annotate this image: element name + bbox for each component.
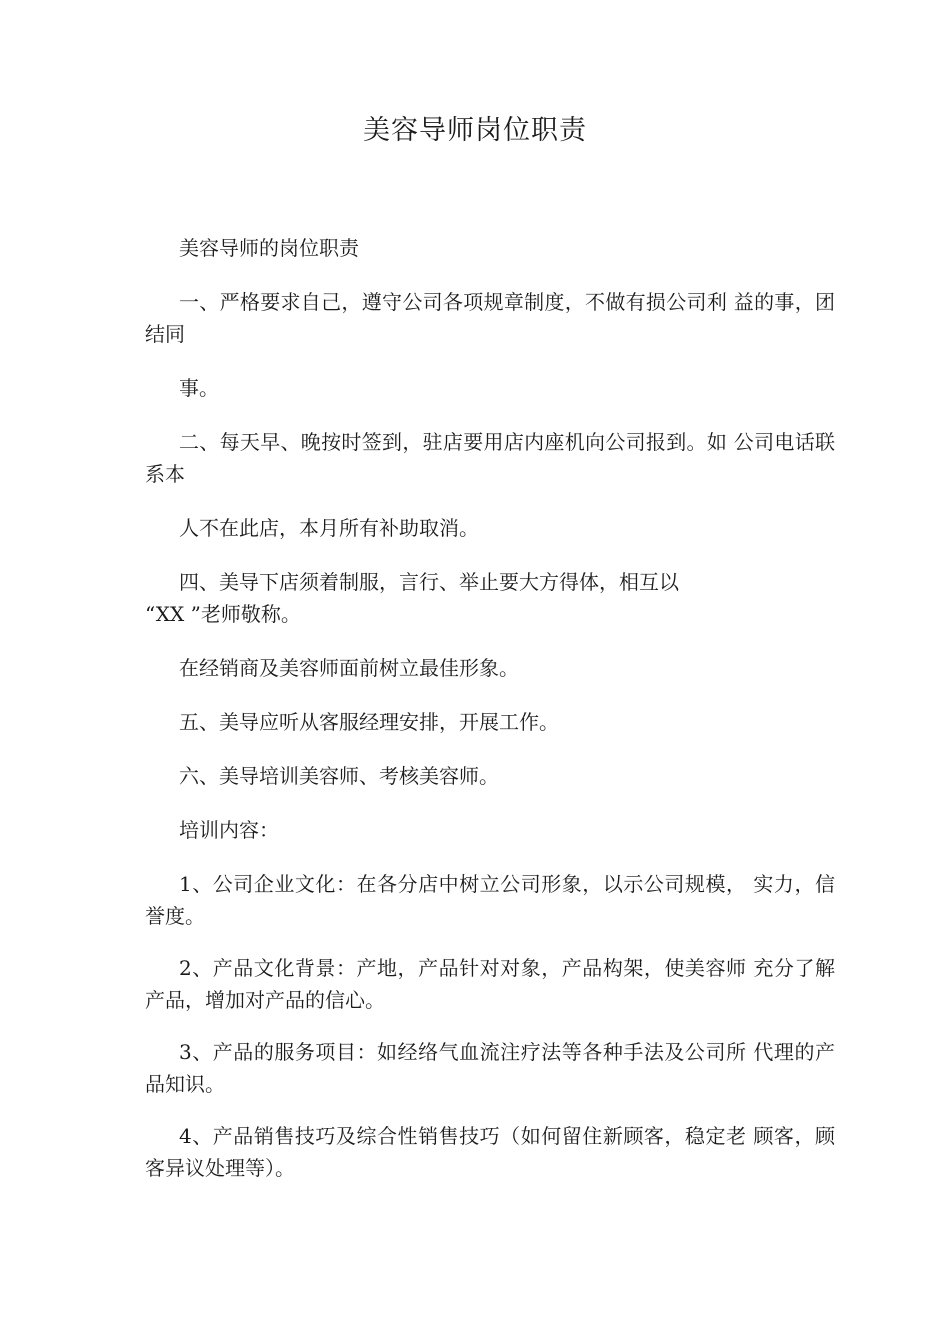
- paragraph-item-6: 六、美导培训美容师、考核美容师。: [179, 764, 499, 788]
- paragraph-item-4: 四、美导下店须着制服，言行、举止要大方得体，相互以: [179, 570, 679, 594]
- paragraph-training-1: 1、公司企业文化：在各分店中树立公司形象，以示公司规模， 实力，信誉度。: [145, 872, 835, 928]
- paragraph-item-5: 五、美导应听从客服经理安排，开展工作。: [179, 710, 559, 734]
- paragraph-item-4-cont: 在经销商及美容师面前树立最佳形象。: [179, 656, 519, 680]
- paragraph-training-heading: 培训内容：: [179, 818, 279, 842]
- paragraph-training-4: 4、产品销售技巧及综合性销售技巧（如何留住新顾客，稳定老 顾客，顾客异议处理等）。: [145, 1124, 835, 1180]
- document-title: 美容导师岗位职责: [363, 115, 587, 146]
- document-body: [145, 232, 835, 1184]
- paragraph-item-2: 二、每天早、晚按时签到，驻店要用店内座机向公司报到。如 公司电话联系本: [145, 430, 835, 486]
- paragraph-item-1: 一、严格要求自己，遵守公司各项规章制度，不做有损公司利 益的事，团结同: [145, 290, 835, 346]
- paragraph-item-2-cont: 人不在此店，本月所有补助取消。: [179, 516, 479, 540]
- paragraph-item-1-cont: 事。: [179, 376, 219, 400]
- paragraph-item-4-honorific: “XX ”老师敬称。: [145, 602, 301, 626]
- paragraph-heading: 美容导师的岗位职责: [179, 236, 359, 260]
- paragraph-training-2: 2、产品文化背景：产地，产品针对对象，产品构架，使美容师 充分了解产品，增加对产品的信心。: [145, 956, 835, 1012]
- paragraph-training-3: 3、产品的服务项目：如经络气血流注疗法等各种手法及公司所 代理的产品知识。: [145, 1040, 835, 1096]
